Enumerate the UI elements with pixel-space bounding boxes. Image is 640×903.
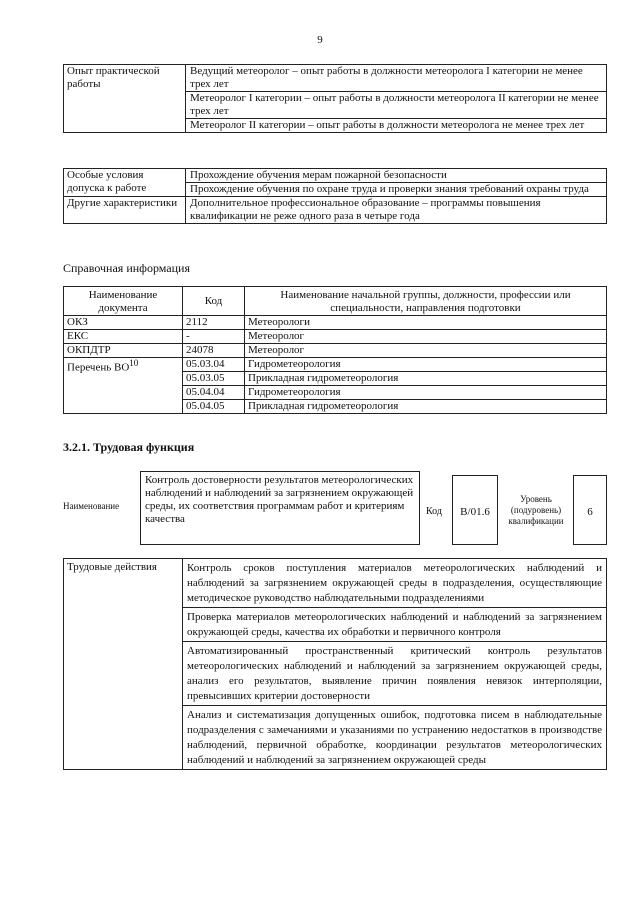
condition-item: Прохождение обучения мерам пожарной безопасности: [186, 169, 606, 183]
ref-name: Метеоролог: [245, 344, 607, 358]
ref-doc: ОКЗ: [64, 316, 183, 330]
action-item: Контроль сроков поступления материалов метеорологических наблюдений и наблюдений за загрязнением окружающей среды в подразделения, осуществляющие методическое руководство наблюдательными подразделениями: [183, 559, 606, 608]
ref-code: 24078: [183, 344, 245, 358]
ref-header-doc: Наименование документа: [64, 287, 183, 316]
function-heading: 3.2.1. Трудовая функция: [63, 440, 195, 454]
function-name-label: Наименование: [63, 501, 120, 511]
ref-code: 05.04.04: [183, 386, 245, 400]
experience-item: Ведущий метеоролог – опыт работы в должности метеоролога I категории не менее трех лет: [186, 65, 606, 92]
function-name: Контроль достоверности результатов метеорологических наблюдений и наблюдений за загрязнением окружающей среды, их соответствия программам работ и критериям качества: [140, 471, 420, 545]
actions-label: Трудовые действия: [64, 559, 183, 770]
other-text: Дополнительное профессиональное образование – программы повышения квалификации не реже одного раза в четыре года: [186, 197, 607, 224]
reference-table: [63, 286, 607, 414]
experience-item: Метеоролог I категории – опыт работы в должности метеоролога II категории не менее трех лет: [186, 92, 606, 119]
ref-name: Прикладная гидрометеорология: [245, 372, 607, 386]
action-item: Проверка материалов метеорологических наблюдений и наблюдений за загрязнением окружающей среды, качества их обработки и первичного контроля: [183, 608, 606, 642]
actions-table: [63, 558, 607, 770]
ref-code: 05.03.04: [183, 358, 245, 372]
function-code-label: Код: [426, 506, 442, 517]
experience-table: [63, 64, 607, 133]
action-item: Анализ и систематизация допущенных ошибок, подготовка писем в наблюдательные подразделения с замечаниями и указаниями по устранению недостатков в производстве наблюдений, первичной обработке, координации результатов метеорологических наблюдений и наблюдений за загрязнением окружающей среды: [187, 709, 602, 766]
function-level-label: Уровень (подуровень) квалификации: [508, 494, 564, 526]
function-code: B/01.6: [452, 475, 498, 545]
experience-label: Опыт практической работы: [64, 65, 186, 133]
other-label: Другие характеристики: [64, 197, 186, 224]
reference-title: Справочная информация: [63, 261, 190, 275]
ref-code: 05.04.05: [183, 400, 245, 414]
ref-header-name: Наименование начальной группы, должности, профессии или специальности, направления подготовки: [245, 287, 607, 316]
ref-doc: ОКПДТР: [64, 344, 183, 358]
conditions-table: [63, 168, 607, 224]
ref-code: 05.03.05: [183, 372, 245, 386]
ref-name: Метеоролог: [245, 330, 607, 344]
ref-name: Гидрометеорология: [245, 386, 607, 400]
conditions-label: Особые условия допуска к работе: [64, 169, 186, 197]
function-level: 6: [573, 475, 607, 545]
ref-vo-label: Перечень ВО$^{10}$: [64, 358, 183, 414]
ref-name: Гидрометеорология: [245, 358, 607, 372]
condition-item: Прохождение обучения по охране труда и проверки знания требований охраны труда: [190, 183, 589, 195]
ref-name: Метеорологи: [245, 316, 607, 330]
ref-code: 2112: [183, 316, 245, 330]
page-number: 9: [317, 34, 323, 46]
ref-code: -: [183, 330, 245, 344]
ref-header-code: Код: [183, 287, 245, 316]
action-item: Автоматизированный пространственный критический контроль результатов метеорологических наблюдений и наблюдений за загрязнением окружающей среды, анализ его результатов, выявление причин появления невязок интерполяции, превысивших критерии достоверности: [183, 642, 606, 706]
ref-doc: ЕКС: [64, 330, 183, 344]
ref-name: Прикладная гидрометеорология: [245, 400, 607, 414]
experience-item: Метеоролог II категории – опыт работы в должности метеоролога не менее трех лет: [190, 119, 585, 131]
